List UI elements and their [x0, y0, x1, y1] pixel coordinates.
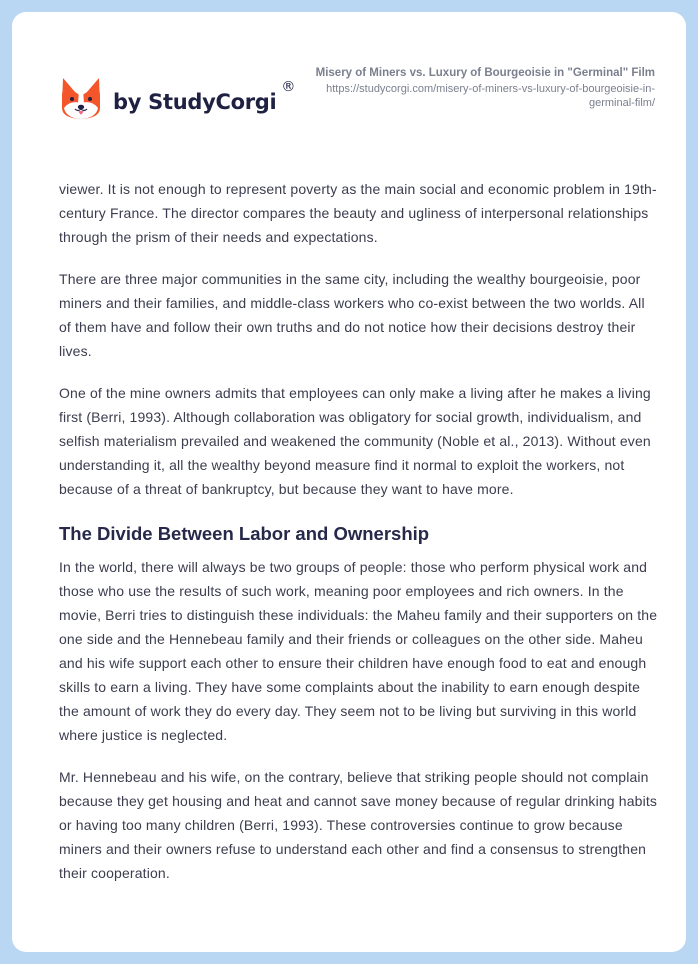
paragraph: Mr. Hennebeau and his wife, on the contrary, believe that striking people should not complain because they get housing and heat and cannot save money because of regular drinking habits or having too many children (Berri, 1993). These controversies continue to grow because miners and their owners refuse to understand each other and find a consensus to strengthen their cooperation. [59, 769, 658, 881]
article-body [59, 177, 659, 903]
document-meta [295, 66, 655, 110]
page-header [12, 12, 686, 162]
paragraph: One of the mine owners admits that employees can only make a living after he makes a living first (Berri, 1993). Although collaboration was obligatory for social growth, individualism, and selfish materialism prevailed and weakened the community (Noble et al., 2013). Without even understanding it, all the wealthy beyond measure find it normal to exploit the workers, not because of a threat of bankruptcy, but because they want to have more. [59, 385, 651, 497]
document-card [12, 12, 686, 952]
logo-text: by StudyCorgi [113, 90, 277, 114]
paragraph: In the world, there will always be two groups of people: those who perform physical work and those who use the results of such work, meaning poor employees and rich owners. In the movie, Berri tries to distinguish these individuals: the Maheu family and their supporters on the one side and the Hennebeau family and their friends or colleagues on the other side. Maheu and his wife support each other to ensure their children have enough food to eat and enough skills to earn a living. They have some complaints about the inability to earn enough despite the amount of work they do every day. They seem not to be living but surviving in this world where justice is neglected. [59, 559, 658, 743]
corgi-logo-icon [60, 76, 102, 122]
studycorgi-logo[interactable] [60, 76, 296, 122]
document-title: Misery of Miners vs. Luxury of Bourgeoisie in "Germinal" Film [315, 67, 655, 79]
document-url[interactable]: https://studycorgi.com/misery-of-miners-vs-luxury-of-bourgeoisie-in-germinal-film/ [326, 83, 655, 109]
section-heading: The Divide Between Labor and Ownership [59, 523, 430, 544]
registered-mark: ® [281, 79, 296, 95]
paragraph: There are three major communities in the same city, including the wealthy bourgeoisie, poor miners and their families, and middle-class workers who co-exist between the two worlds. All of them have and follow their own truths and do not notice how their decisions destroy their lives. [59, 271, 645, 359]
paragraph: viewer. It is not enough to represent poverty as the main social and economic problem in 19th-century France. The director compares the beauty and ugliness of interpersonal relationships through the prism of their needs and expectations. [59, 181, 657, 245]
